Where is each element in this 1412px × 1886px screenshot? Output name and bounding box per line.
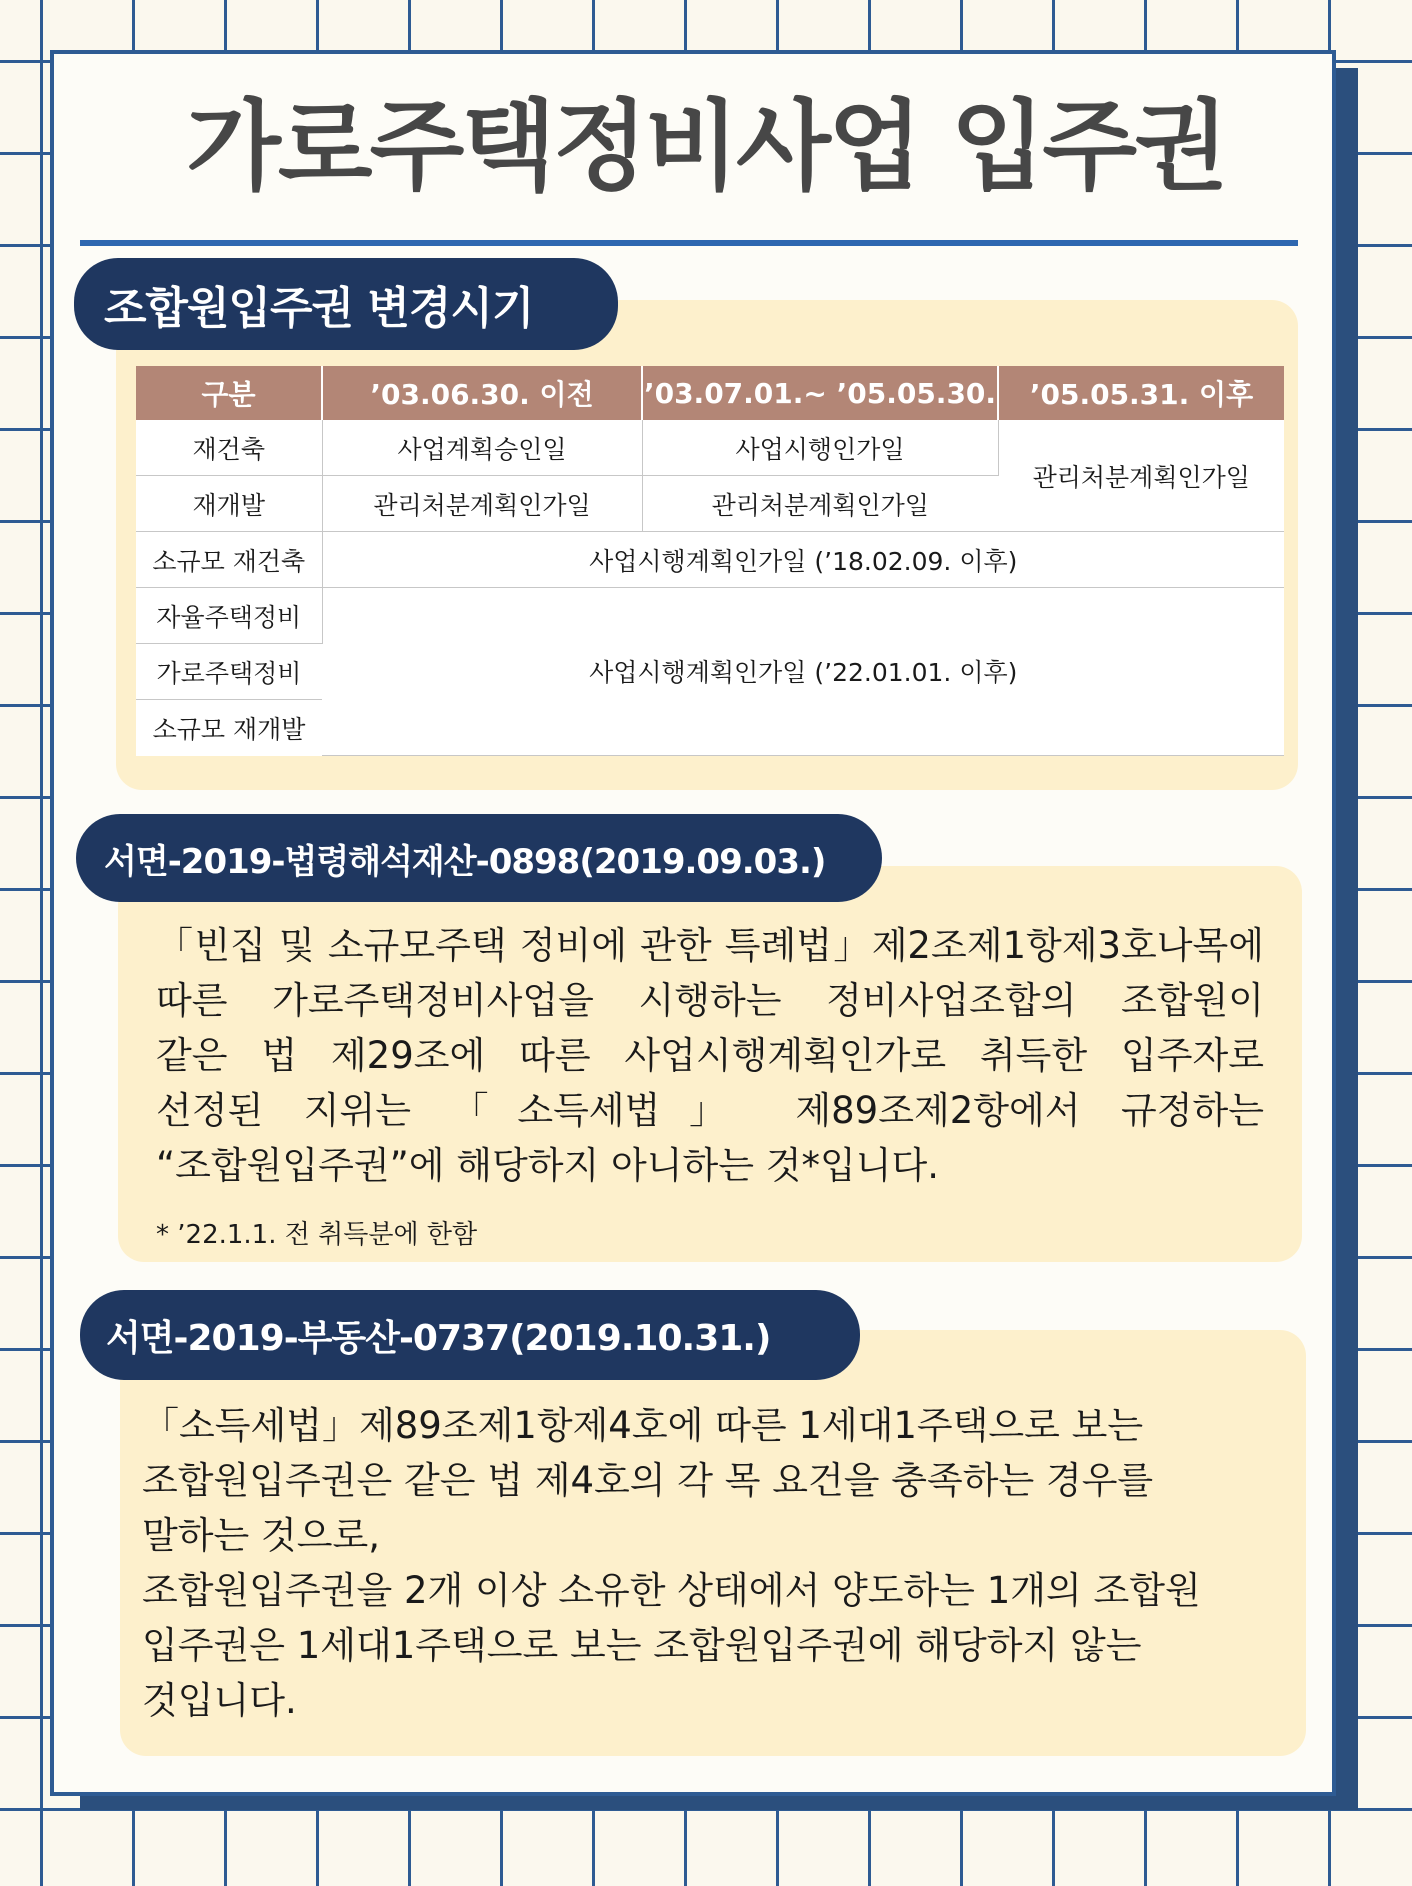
table-row [136, 532, 1284, 588]
text-line: 「빈집 및 소규모주택 정비에 관한 특례법」제2조제1항제3호나목에 [156, 924, 1264, 967]
text-line: 말하는 것으로, [142, 1514, 380, 1557]
text-line: “조합원입주권”에 해당하지 아니하는 것*입니다. [156, 1144, 939, 1187]
cell-after-2005-merged: 관리처분계획인가일 [998, 420, 1284, 532]
header-2003-2005: ’03.07.01.~ ’05.05.30. [642, 366, 998, 420]
text-line: 「소득세법」제89조제1항제4호에 따른 1세대1주택으로 보는 [142, 1404, 1144, 1447]
row-label-autonomous-housing: 자율주택정비 [136, 588, 322, 644]
ruling-0737-text [142, 1398, 1282, 1728]
text-line: 것입니다. [142, 1679, 297, 1722]
text-line: 입주권은 1세대1주택으로 보는 조합원입주권에 해당하지 않는 [142, 1624, 1142, 1667]
table-row [136, 588, 1284, 644]
row-label-small-redevelopment: 소규모 재개발 [152, 714, 306, 744]
table-row [136, 420, 1284, 476]
header-before-2003: ’03.06.30. 이전 [322, 366, 642, 420]
cell-redevelopment-2003-2005: 관리처분계획인가일 [642, 476, 998, 532]
section-badge-ruling-0898: 서면-2019-법령해석재산-0898(2019.09.03.) [76, 814, 882, 902]
text-line: 조합원입주권은 같은 법 제4호의 각 목 요건을 충족하는 경우를 [142, 1459, 1154, 1502]
page-title: 가로주택정비사업 입주권 [186, 90, 1226, 204]
cell-small-reconstruction: 사업시행계획인가일 (’18.02.09. 이후) [322, 532, 1284, 588]
schedule-table [136, 366, 1284, 756]
row-label-redevelopment: 재개발 [136, 476, 322, 532]
section-badge-schedule: 조합원입주권 변경시기 [74, 258, 618, 350]
table-header-row [136, 366, 1284, 420]
row-label-reconstruction: 재건축 [136, 420, 322, 476]
cell-reconstruction-before-2003: 사업계획승인일 [322, 420, 642, 476]
text-line: 조합원입주권을 2개 이상 소유한 상태에서 양도하는 1개의 조합원 [142, 1569, 1201, 1612]
text-line: 따른 가로주택정비사업을 시행하는 정비사업조합의 조합원이 [156, 979, 1264, 1022]
header-category: 구분 [136, 366, 322, 420]
footnote: * ’22.1.1. 전 취득분에 한함 [156, 1220, 478, 1250]
ruling-0898-text [156, 918, 1264, 1193]
cell-group-value: 사업시행계획인가일 (’22.01.01. 이후) [322, 588, 1284, 756]
text-line: 선정된 지위는 「소득세법」 제89조제2항에서 규정하는 [156, 1089, 1264, 1132]
cell-reconstruction-2003-2005: 사업시행인가일 [642, 420, 998, 476]
row-label-small-reconstruction: 소규모 재건축 [136, 532, 322, 588]
header-after-2005: ’05.05.31. 이후 [998, 366, 1284, 420]
section-badge-ruling-0737: 서면-2019-부동산-0737(2019.10.31.) [80, 1290, 860, 1380]
row-label-street-housing: 가로주택정비 [136, 644, 322, 700]
title-divider [80, 240, 1298, 246]
text-line: 같은 법 제29조에 따른 사업시행계획인가로 취득한 입주자로 [156, 1034, 1264, 1077]
cell-redevelopment-before-2003: 관리처분계획인가일 [322, 476, 642, 532]
